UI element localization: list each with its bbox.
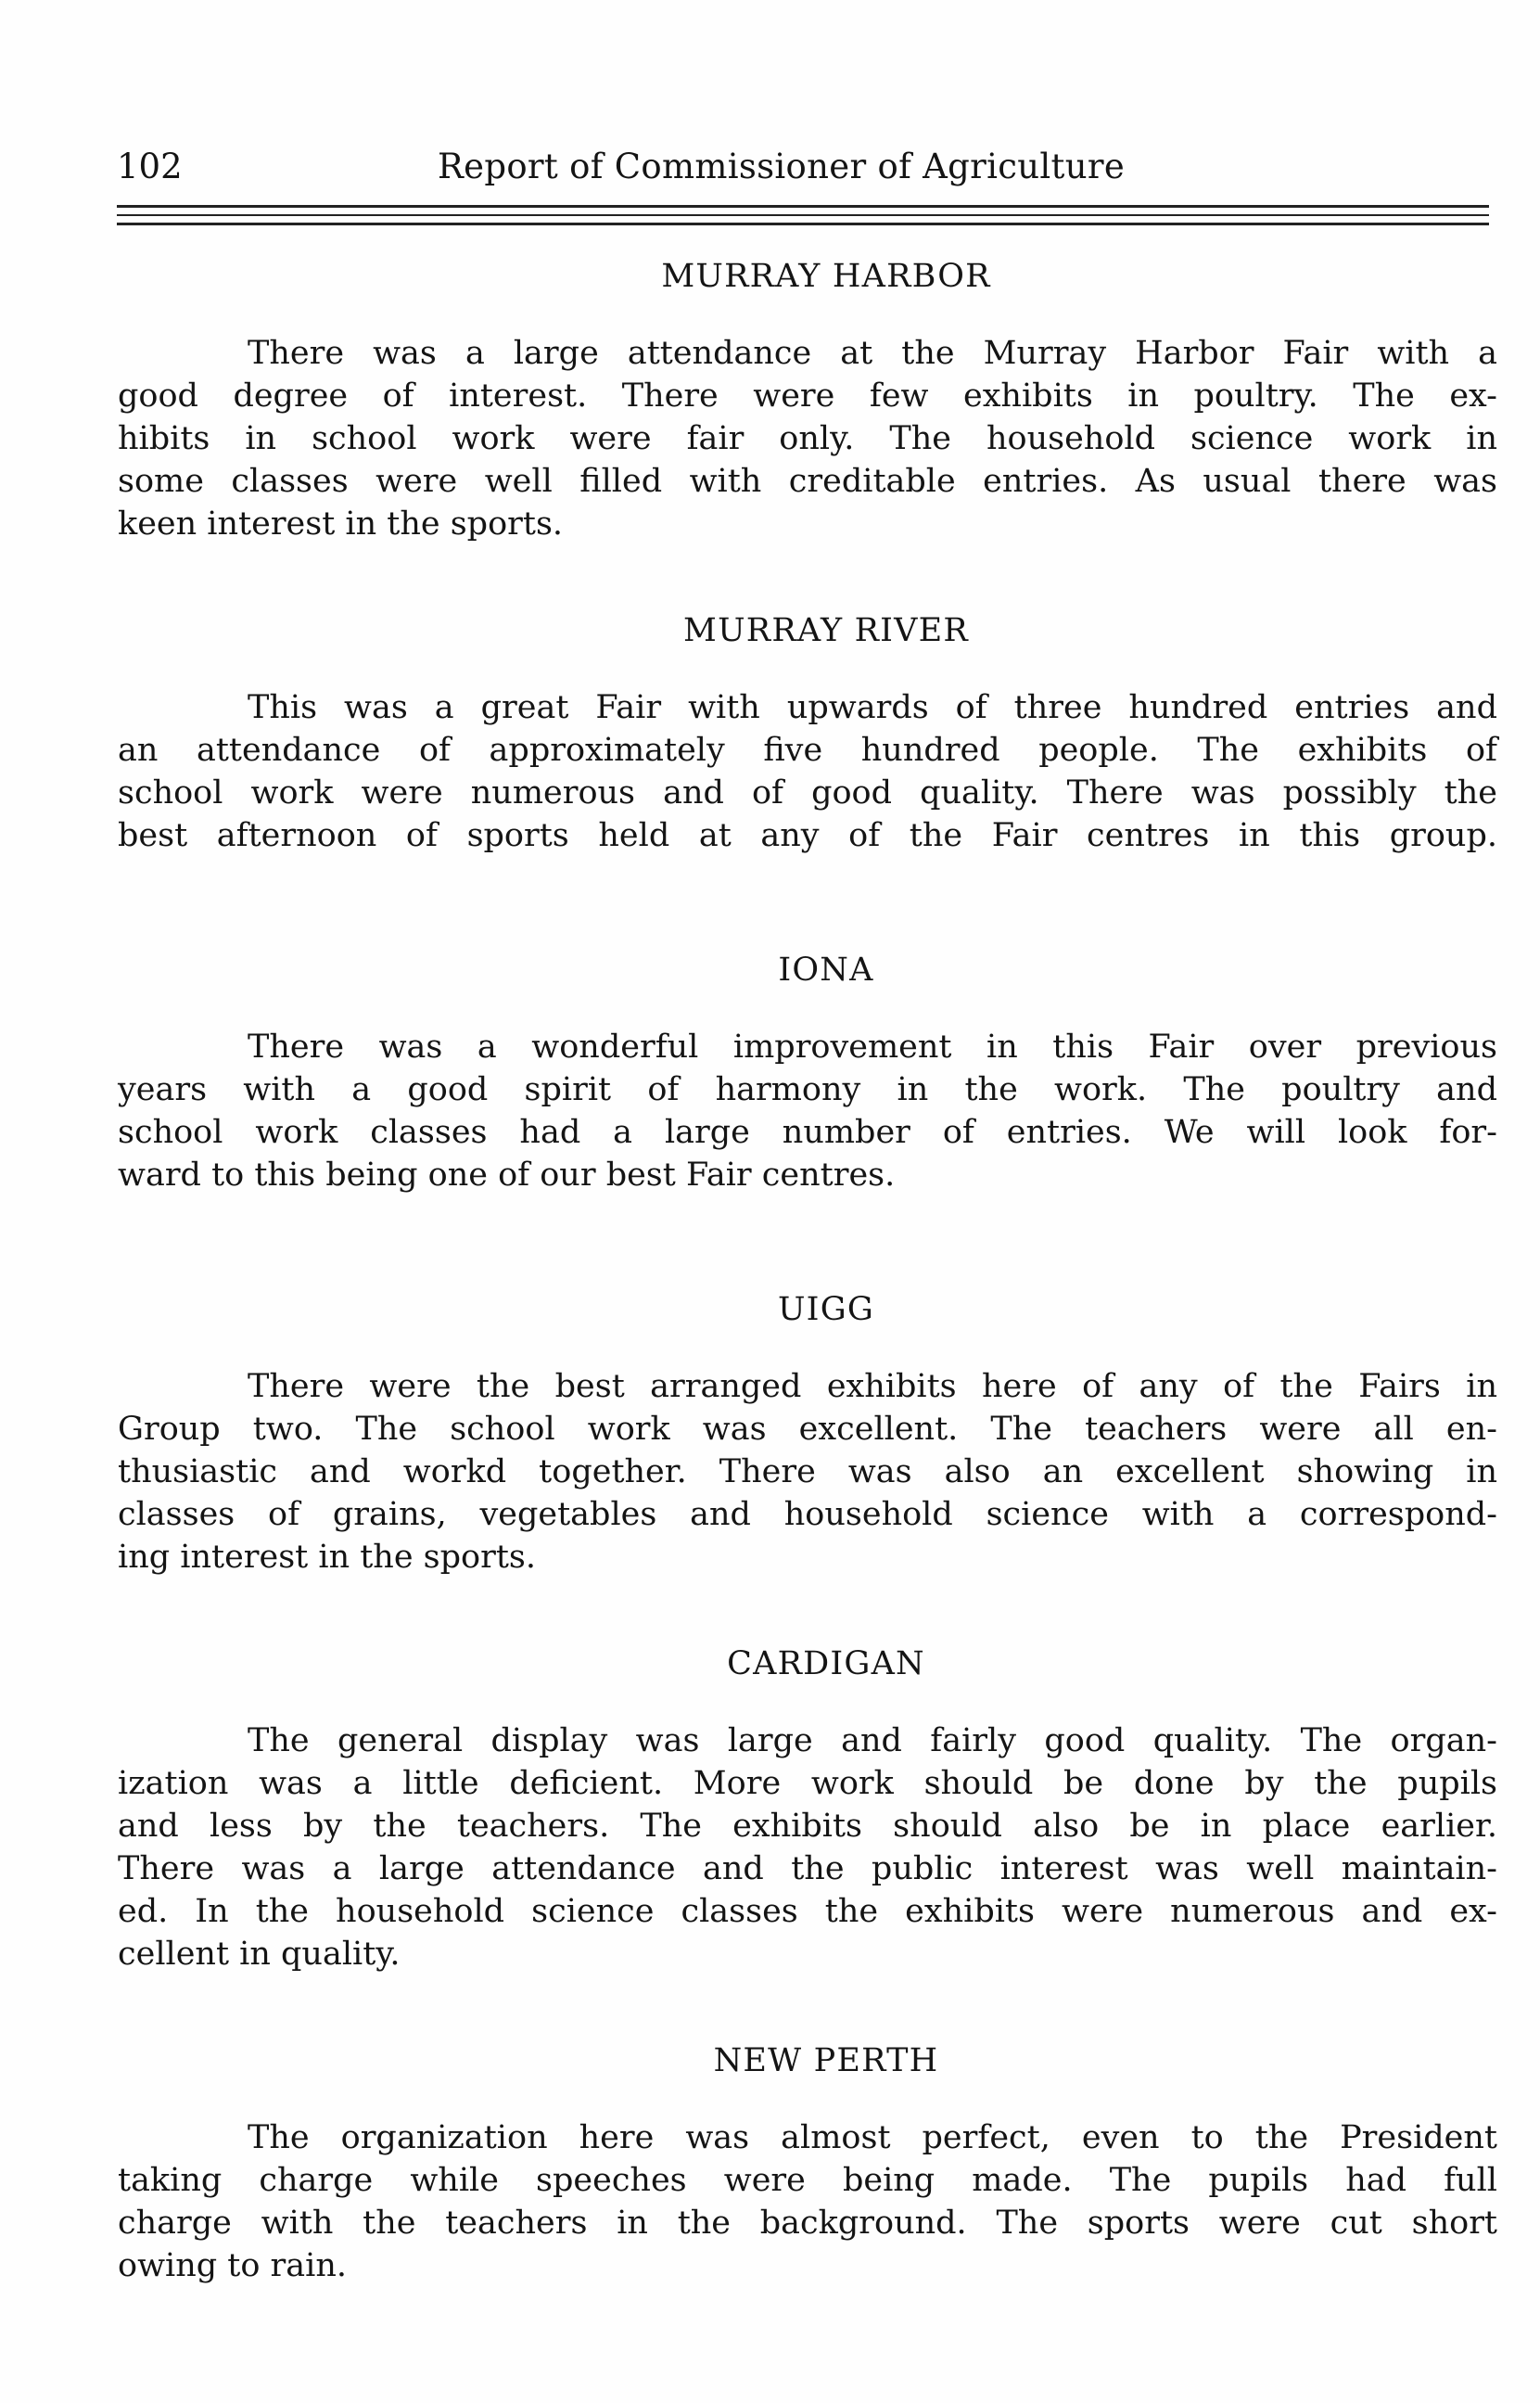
text-line: ward to this being one of our best Fair centres. (118, 1157, 896, 1194)
text-line: cellent in quality. (118, 1936, 401, 1973)
section-heading-uigg: UIGG (777, 1291, 875, 1328)
text-line: ing interest in the sports. (118, 1539, 537, 1576)
text-line: school work classes had a large number of entries. We will look for- (118, 1114, 1497, 1151)
text-line: ed. In the household science classes the exhibits were numerous and ex- (118, 1893, 1497, 1930)
text-line: thusiastic and workd together. There was also an excellent showing in (118, 1453, 1497, 1490)
paragraph-new-perth (118, 2116, 1497, 2287)
header-rule (117, 223, 1489, 225)
section-heading-iona: IONA (778, 952, 874, 989)
text-line: good degree of interest. There were few exhibits in poultry. The ex- (118, 377, 1497, 415)
text-line: There was a large attendance at the Murray Harbor Fair with a (248, 335, 1497, 372)
text-line: The organization here was almost perfect, even to the President (248, 2119, 1497, 2156)
section-heading-murray-harbor: MURRAY HARBOR (661, 258, 991, 295)
running-title: Report of Commissioner of Agriculture (438, 147, 1126, 186)
body-text (118, 256, 1497, 2287)
text-line: This was a great Fair with upwards of three hundred entries and (248, 689, 1497, 726)
text-line: an attendance of approximately five hundred people. The exhibits of (118, 732, 1497, 769)
text-line: hibits in school work were fair only. The household science work in (118, 420, 1497, 457)
header-rule (117, 205, 1489, 208)
text-line: There were the best arranged exhibits here of any of the Fairs in (248, 1368, 1497, 1405)
text-line: years with a good spirit of harmony in the work. The poultry and (118, 1071, 1497, 1108)
section-heading-new-perth: NEW PERTH (713, 2042, 939, 2079)
text-line: The general display was large and fairly good quality. The organ- (248, 1722, 1497, 1759)
section-heading-cardigan: CARDIGAN (727, 1645, 925, 1682)
text-line: keen interest in the sports. (118, 505, 564, 543)
text-line: There was a large attendance and the public interest was well maintain- (118, 1850, 1497, 1887)
header-rule (117, 214, 1489, 216)
text-line: school work were numerous and of good quality. There was possibly the (118, 774, 1497, 812)
paragraph-cardigan (118, 1719, 1497, 1975)
text-line: Group two. The school work was excellent. The teachers were all en- (118, 1411, 1497, 1448)
text-line: taking charge while speeches were being made. The pupils had full (118, 2162, 1497, 2199)
paragraph-uigg (118, 1365, 1497, 1579)
section-heading-murray-river: MURRAY RIVER (683, 612, 969, 649)
paragraph-murray-river (118, 686, 1497, 857)
text-line: charge with the teachers in the background. The sports were cut short (118, 2205, 1497, 2242)
paragraph-murray-harbor (118, 332, 1497, 545)
text-line: owing to rain. (118, 2247, 348, 2284)
text-line: There was a wonderful improvement in this Fair over previous (248, 1029, 1497, 1066)
text-line: and less by the teachers. The exhibits should also be in place earlier. (118, 1808, 1497, 1845)
text-line: best afternoon of sports held at any of the Fair centres in this group. (118, 817, 1497, 854)
text-line: classes of grains, vegetables and household science with a correspond- (118, 1496, 1497, 1533)
paragraph-iona (118, 1026, 1497, 1196)
running-head (117, 141, 1489, 193)
text-line: ization was a little deficient. More work should be done by the pupils (118, 1765, 1497, 1802)
text-line: some classes were well filled with creditable entries. As usual there was (118, 463, 1497, 500)
page-number: 102 (117, 147, 183, 186)
